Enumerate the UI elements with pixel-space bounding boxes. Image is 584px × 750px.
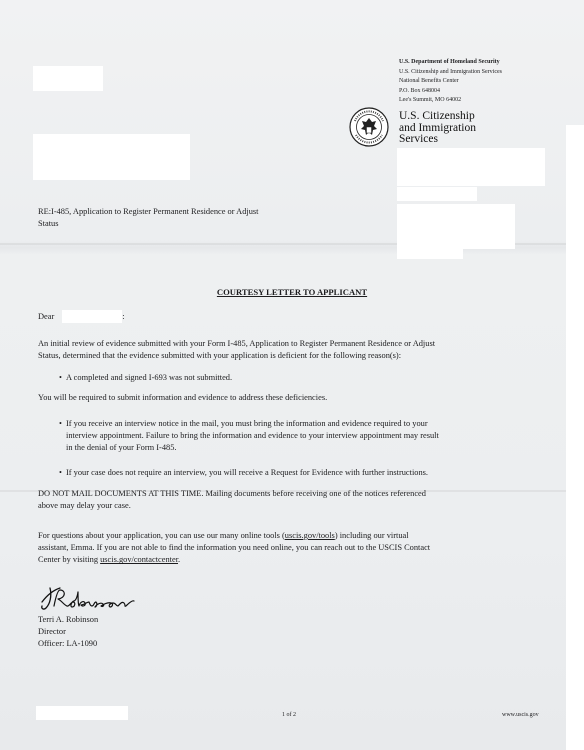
redacted-case-info [397,249,463,259]
bullet-icon: • [59,419,62,428]
redacted-case-info [397,187,477,201]
agency-line: P.O. Box 648004 [399,87,441,94]
signatory-role: Director [38,627,66,637]
bullet-item [59,418,544,455]
page-number: 1 of 2 [282,712,296,718]
agency-name-line: U.S. Citizenship [399,110,475,122]
agency-line: National Benefits Center [399,78,459,84]
bullet-text: If you receive an interview notice in the mail, you must bring the information and evidence required to your [66,419,428,428]
redacted-block [33,66,103,91]
redacted-case-info [397,148,545,186]
signature-text: TRobinson [38,582,43,583]
bullet-icon: • [59,468,62,477]
paragraph-line: assistant, Emma. If you are not able to find the information you need online, you can reach out to the USCIS Contact [38,543,431,553]
paragraph-text: ) including our virtual [334,531,409,540]
agency-name-line: Services [399,133,438,145]
signatory-name: Terri A. Robinson [38,615,99,624]
subject-text: RE:I-485, Application to Register Permanent Residence or Adjust [38,207,259,216]
bullet-text: A completed and signed I-693 was not submitted. [66,373,233,382]
redacted-address [33,134,190,180]
paragraph-required: You will be required to submit information and evidence to address these deficiencies. [38,393,328,402]
bullet-text: in the denial of your Form I-485. [66,443,177,453]
agency-name [399,111,476,146]
agency-name-line: and Immigration [399,121,476,134]
salutation-colon: : [122,312,125,321]
redacted-case-info [397,204,515,249]
bullet-text: interview appointment. Failure to bring the information and evidence to your interview appointment may result [66,431,439,441]
handwritten-signature [38,582,168,614]
signatory-officer: Officer: LA-1090 [38,639,98,649]
paragraph-line: An initial review of evidence submitted with your Form I-485, Application to Register Permanent Residence or Adjust [38,339,436,348]
tools-link[interactable]: uscis.gov/tools [284,531,335,540]
letter-title: COURTESY LETTER TO APPLICANT [216,287,368,297]
signatory-block [38,614,553,651]
paragraph-line: Status, determined that the evidence submitted with your application is deficient for the following reason(s): [38,351,402,361]
salutation-dear: Dear [38,312,55,321]
bullet-text: If your case does not require an interview, you will receive a Request for Evidence with further instructions. [66,468,429,477]
redacted-footer [36,706,128,720]
agency-line: Lee's Summit, MO 64002 [399,97,462,103]
bullet-item [59,467,544,479]
agency-address-block [399,58,502,106]
agency-line: U.S. Citizenship and Immigration Services [399,68,502,75]
redacted-edge [566,125,584,750]
dhs-seal-icon [349,107,389,147]
paragraph-review [38,338,553,362]
paragraph-text: For questions about your application, you can use our many online tools ( [38,531,285,540]
paragraph-line: DO NOT MAIL DOCUMENTS AT THIS TIME. Mailing documents before receiving one of the notices referenced [38,489,426,498]
subject-text: Status [38,219,59,228]
subject-line [38,206,338,230]
footer-website: www.uscis.gov [502,712,539,718]
paragraph-text: Center by visiting [38,555,101,565]
bullet-icon: • [59,373,62,382]
paragraph-line: above may delay your case. [38,501,131,511]
bullet-item [59,372,544,384]
department-name: U.S. Department of Homeland Security [399,59,500,65]
paragraph-questions [38,530,553,567]
paragraph-text: . [178,555,181,565]
paragraph-do-not-mail [38,488,553,512]
contact-center-link[interactable]: uscis.gov/contactcenter [100,555,179,565]
salutation [38,311,553,323]
